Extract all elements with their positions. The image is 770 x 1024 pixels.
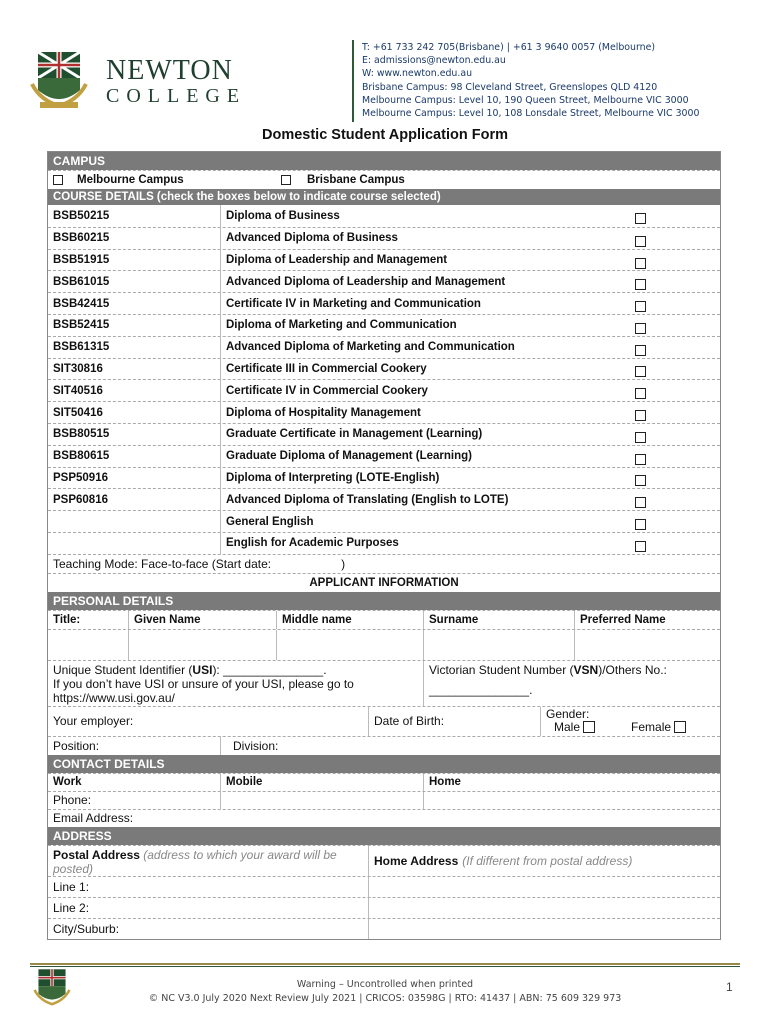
course-name: Advanced Diploma of Marketing and Communication (220, 337, 624, 358)
course-row (48, 314, 720, 336)
course-checkbox-cell (624, 424, 720, 445)
contact-details-header: CONTACT DETAILS (48, 755, 720, 773)
position-field[interactable]: Position: (53, 738, 100, 753)
course-row (48, 292, 720, 314)
brisbane-campus-checkbox[interactable] (281, 175, 291, 185)
course-checkbox[interactable] (635, 345, 646, 356)
course-details-header: COURSE DETAILS (check the boxes below to indicate course selected) (48, 189, 720, 205)
mobile-phone-input[interactable] (220, 792, 423, 809)
contact-brisbane: Brisbane Campus: 98 Cleveland Street, Greenslopes QLD 4120 (362, 81, 658, 93)
gender-label: Gender: (546, 706, 590, 721)
course-code: PSP60816 (53, 493, 108, 506)
course-checkbox[interactable] (635, 279, 646, 290)
usi-row (48, 660, 720, 706)
footer-warning: Warning – Uncontrolled when printed (296, 979, 474, 990)
home-address-note: (If different from postal address) (462, 853, 633, 868)
course-checkbox-cell (624, 402, 720, 423)
name-headers-row (48, 610, 720, 629)
home-address-label: Home Address (374, 853, 459, 868)
applicant-info-header: APPLICANT INFORMATION (309, 576, 459, 589)
surname-input[interactable] (423, 630, 574, 660)
home-city-input[interactable] (368, 919, 720, 939)
course-code: BSB51915 (53, 253, 110, 266)
vsn-label-post: )/Others No.: (598, 662, 667, 677)
city-row (48, 918, 720, 939)
course-row (48, 401, 720, 423)
course-code: BSB80615 (53, 450, 110, 463)
course-row (48, 532, 720, 554)
course-name: Diploma of Interpreting (LOTE-English) (220, 468, 624, 489)
course-row (48, 510, 720, 532)
teaching-mode-close: ) (341, 556, 346, 571)
address-line1-row (48, 876, 720, 897)
course-code: BSB52415 (53, 319, 110, 332)
course-row (48, 249, 720, 271)
course-checkbox[interactable] (635, 258, 646, 269)
course-checkbox[interactable] (635, 475, 646, 486)
course-code: BSB80515 (53, 428, 110, 441)
contact-phone: T: +61 733 242 705(Brisbane) | +61 3 9640 0057 (Melbourne) (362, 42, 656, 53)
course-name: Certificate III in Commercial Cookery (220, 359, 624, 380)
course-checkbox[interactable] (635, 213, 646, 224)
course-checkbox[interactable] (635, 388, 646, 399)
course-code: BSB61315 (53, 341, 110, 354)
course-code: BSB42415 (53, 297, 110, 310)
course-row (48, 445, 720, 467)
course-checkbox[interactable] (635, 366, 646, 377)
phone-row (48, 791, 720, 809)
melbourne-campus-checkbox[interactable] (53, 175, 63, 185)
dob-field[interactable]: Date of Birth: (368, 707, 540, 736)
postal-address-label: Postal Address (53, 847, 140, 862)
usi-label-post: ): _______________. (212, 662, 327, 677)
campus-row (48, 170, 720, 189)
course-checkbox-cell (624, 489, 720, 510)
usi-label-bold: USI (192, 662, 213, 677)
home-phone-input[interactable] (423, 792, 720, 809)
employer-row (48, 706, 720, 736)
course-code (48, 511, 220, 532)
course-name: Diploma of Leadership and Management (220, 250, 624, 271)
course-code: PSP50916 (53, 471, 108, 484)
phone-label: Phone: (53, 793, 92, 808)
application-form (47, 151, 721, 940)
course-row (48, 358, 720, 380)
course-checkbox[interactable] (635, 519, 646, 530)
mobile-label: Mobile (220, 774, 423, 791)
course-row (48, 270, 720, 292)
course-checkbox-cell (624, 205, 720, 227)
melbourne-campus-label: Melbourne Campus (77, 174, 184, 186)
address-header: ADDRESS (48, 827, 720, 845)
course-name: Graduate Certificate in Management (Learning) (220, 424, 624, 445)
footer-rule-green (30, 966, 740, 967)
email-row (48, 809, 720, 827)
course-code: SIT50416 (53, 406, 103, 419)
male-label: Male (554, 719, 581, 734)
vsn-input[interactable]: _______________. (429, 682, 533, 697)
college-subname: COLLEGE (106, 85, 247, 107)
course-checkbox[interactable] (635, 454, 646, 465)
course-checkbox-cell (624, 468, 720, 489)
course-checkbox-cell (624, 511, 720, 532)
course-row (48, 227, 720, 249)
given-name-input[interactable] (128, 630, 276, 660)
female-label: Female (631, 719, 672, 734)
postal-address-note: (address to which your award will be posted) (53, 847, 337, 876)
course-checkbox[interactable] (635, 301, 646, 312)
course-checkbox[interactable] (635, 236, 646, 247)
home-label: Home (423, 774, 720, 791)
course-code (48, 533, 220, 554)
course-row (48, 423, 720, 445)
home-line1-input[interactable] (368, 877, 720, 897)
course-name: Graduate Diploma of Management (Learning) (220, 446, 624, 467)
course-checkbox-cell (624, 271, 720, 292)
course-checkbox-cell (624, 337, 720, 358)
contact-web[interactable]: W: www.newton.edu.au (362, 68, 473, 80)
course-row (48, 336, 720, 358)
course-name: Advanced Diploma of Translating (English to LOTE) (220, 489, 624, 510)
form-title: Domestic Student Application Form (262, 127, 508, 143)
campus-header: CAMPUS (48, 152, 720, 170)
course-checkbox[interactable] (635, 410, 646, 421)
preferred-name-label: Preferred Name (574, 611, 720, 629)
course-checkbox-cell (624, 250, 720, 271)
vsn-label (429, 663, 715, 677)
college-crest-logo (30, 50, 88, 112)
employer-field[interactable]: Your employer: (53, 714, 134, 729)
teaching-mode-label: Teaching Mode: Face-to-face (Start date: (53, 556, 272, 571)
work-label: Work (53, 776, 82, 789)
footer-version: © NC V3.0 July 2020 Next Review July 2021 | CRICOS: 03598G | RTO: 41437 | ABN: 75 609 329 973 (148, 993, 622, 1004)
line1-field[interactable]: Line 1: (53, 879, 90, 894)
course-code: SIT40516 (53, 384, 103, 397)
contact-melbourne-2: Melbourne Campus: Level 10, 108 Lonsdale Street, Melbourne VIC 3000 (362, 108, 700, 120)
course-code: SIT30816 (53, 362, 103, 375)
home-line2-input[interactable] (368, 898, 720, 918)
course-list (48, 205, 720, 554)
course-name: Certificate IV in Marketing and Communication (220, 293, 624, 314)
vsn-label-pre: Victorian Student Number ( (429, 662, 574, 677)
course-checkbox-cell (624, 315, 720, 336)
usi-link[interactable]: https://www.usi.gov.au/ (53, 690, 175, 705)
college-name: NEWTON (106, 55, 233, 86)
surname-label: Surname (423, 611, 574, 629)
course-code: BSB61015 (53, 275, 110, 288)
course-row (48, 488, 720, 510)
course-checkbox-cell (624, 293, 720, 314)
contact-email[interactable]: E: admissions@newton.edu.au (362, 55, 506, 67)
contact-headers-row (48, 773, 720, 791)
contact-block (362, 41, 699, 120)
title-input[interactable] (48, 630, 128, 660)
division-field[interactable]: Division: (220, 737, 720, 755)
course-row (48, 205, 720, 227)
city-field[interactable]: City/Suburb: (53, 921, 120, 936)
course-code: BSB60215 (53, 232, 110, 245)
preferred-name-input[interactable] (574, 630, 720, 660)
position-row (48, 736, 720, 755)
course-checkbox-cell (624, 228, 720, 249)
usi-label-pre: Unique Student Identifier ( (53, 662, 193, 677)
course-name: Diploma of Business (220, 205, 624, 227)
title-label: Title: (53, 613, 81, 626)
course-name: Advanced Diploma of Leadership and Management (220, 271, 624, 292)
course-checkbox[interactable] (635, 497, 646, 508)
middle-name-label: Middle name (276, 611, 423, 629)
email-field[interactable]: Email Address: (53, 811, 134, 826)
course-row (48, 379, 720, 401)
male-checkbox[interactable] (583, 721, 595, 733)
course-checkbox-cell (624, 533, 720, 554)
course-name: General English (220, 511, 624, 532)
course-name: Advanced Diploma of Business (220, 228, 624, 249)
given-name-label: Given Name (128, 611, 276, 629)
brisbane-campus-label: Brisbane Campus (307, 174, 405, 186)
course-name: Diploma of Hospitality Management (220, 402, 624, 423)
course-checkbox-cell (624, 359, 720, 380)
course-row (48, 467, 720, 489)
contact-melbourne-1: Melbourne Campus: Level 10, 190 Queen Street, Melbourne VIC 3000 (362, 94, 689, 106)
personal-details-header: PERSONAL DETAILS (48, 592, 720, 610)
applicant-info-row (48, 573, 720, 592)
address-type-row (48, 845, 720, 876)
course-checkbox[interactable] (635, 323, 646, 334)
course-name: English for Academic Purposes (220, 533, 624, 554)
header-divider (352, 40, 354, 122)
female-checkbox[interactable] (674, 721, 686, 733)
course-name: Certificate IV in Commercial Cookery (220, 380, 624, 401)
page-number: 1 (726, 980, 733, 994)
name-inputs-row (48, 629, 720, 660)
course-code: BSB50215 (53, 209, 110, 222)
course-checkbox[interactable] (635, 541, 646, 552)
line2-field[interactable]: Line 2: (53, 900, 90, 915)
course-name: Diploma of Marketing and Communication (220, 315, 624, 336)
teaching-mode-row (48, 554, 720, 573)
course-checkbox[interactable] (635, 432, 646, 443)
course-checkbox-cell (624, 380, 720, 401)
footer-rule-gold (30, 963, 740, 965)
vsn-label-bold: VSN (573, 662, 599, 677)
address-line2-row (48, 897, 720, 918)
usi-help-text: If you don’t have USI or unsure of your USI, please go to (53, 676, 354, 691)
middle-name-input[interactable] (276, 630, 423, 660)
usi-field[interactable] (53, 663, 418, 677)
course-checkbox-cell (624, 446, 720, 467)
